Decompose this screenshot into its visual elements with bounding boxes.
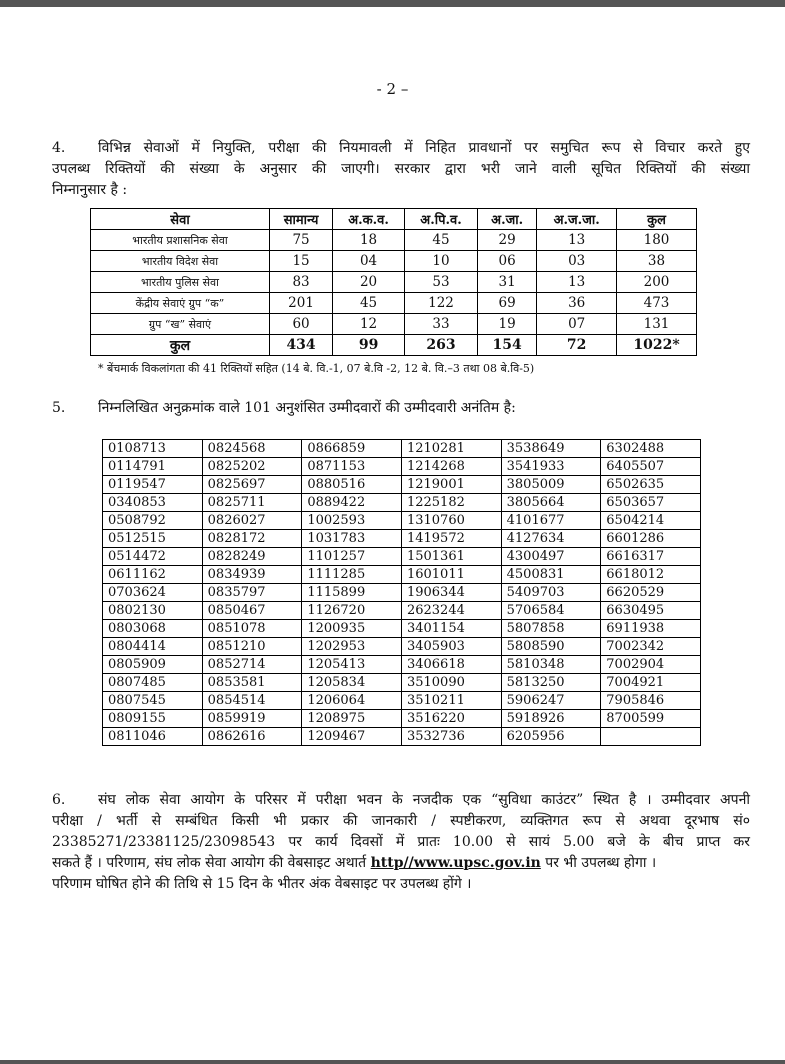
roll-number-cell: 1126720: [302, 602, 402, 620]
roll-number-cell: 0828249: [202, 548, 302, 566]
roll-number-cell: 5918926: [501, 710, 601, 728]
total-count-cell: 434: [270, 335, 333, 356]
roll-number-cell: 5813250: [501, 674, 601, 692]
col-header-service: सेवा: [91, 209, 270, 230]
service-name-cell: केंद्रीय सेवाएं ग्रुप “क”: [91, 293, 270, 314]
vacancy-count-cell: 60: [270, 314, 333, 335]
vacancy-row: [91, 293, 697, 314]
vacancy-count-cell: 75: [270, 230, 333, 251]
roll-row: [103, 674, 701, 692]
roll-number-cell: 0862616: [202, 728, 302, 746]
para5-text: निम्नलिखित अनुक्रमांक वाले 101 अनुशंसित उम्मीदवारों की उम्मीदवारी अनंतिम है:: [98, 400, 516, 416]
roll-number-cell: 3541933: [501, 458, 601, 476]
vacancy-count-cell: 38: [617, 251, 697, 272]
roll-number-cell: 4500831: [501, 566, 601, 584]
roll-number-cell: 7004921: [601, 674, 701, 692]
col-header-total: कुल: [617, 209, 697, 230]
roll-number-cell: 6502635: [601, 476, 701, 494]
paragraph-6: [52, 790, 750, 895]
total-count-cell: 154: [478, 335, 537, 356]
roll-number-cell: 0850467: [202, 602, 302, 620]
roll-number-cell: 6620529: [601, 584, 701, 602]
vacancy-count-cell: 04: [333, 251, 405, 272]
vacancy-count-cell: 45: [333, 293, 405, 314]
roll-row: [103, 566, 701, 584]
roll-row: [103, 512, 701, 530]
roll-number-cell: 5409703: [501, 584, 601, 602]
total-count-cell: 99: [333, 335, 405, 356]
roll-number-cell: 3538649: [501, 440, 601, 458]
roll-number-cell: 1206064: [302, 692, 402, 710]
para6-line5: परिणाम घोषित होने की तिथि से 15 दिन के भीतर अंक वेबसाइट पर उपलब्ध होंगे ।: [52, 876, 472, 892]
vacancy-count-cell: 19: [478, 314, 537, 335]
roll-number-cell: 1202953: [302, 638, 402, 656]
roll-row: [103, 584, 701, 602]
para6-number: 6.: [52, 792, 66, 808]
vacancy-row: [91, 314, 697, 335]
para4-line1: 4. विभिन्न सेवाओं में नियुक्ति, परीक्षा की नियमावली में निहित प्रावधानों पर समुचित रूप से विचार करते हुए: [52, 138, 750, 159]
roll-number-cell: 0802130: [103, 602, 203, 620]
roll-number-cell: 6911938: [601, 620, 701, 638]
vacancy-count-cell: 18: [333, 230, 405, 251]
roll-number-cell: 0853581: [202, 674, 302, 692]
roll-row: [103, 710, 701, 728]
roll-number-cell: 1002593: [302, 512, 402, 530]
vacancy-count-cell: 473: [617, 293, 697, 314]
roll-number-cell: 0805909: [103, 656, 203, 674]
total-label-cell: कुल: [91, 335, 270, 356]
roll-number-cell: 0854514: [202, 692, 302, 710]
roll-number-cell: 6405507: [601, 458, 701, 476]
roll-number-cell: 3805009: [501, 476, 601, 494]
roll-number-cell: 0852714: [202, 656, 302, 674]
roll-number-cell: 3516220: [401, 710, 501, 728]
col-header-st: अ.ज.जा.: [537, 209, 617, 230]
roll-number-cell: 6504214: [601, 512, 701, 530]
vacancy-count-cell: 180: [617, 230, 697, 251]
roll-number-cell: 3805664: [501, 494, 601, 512]
service-name-cell: भारतीय पुलिस सेवा: [91, 272, 270, 293]
roll-number-cell: 0871153: [302, 458, 402, 476]
roll-number-cell: 0851210: [202, 638, 302, 656]
roll-number-cell: 0824568: [202, 440, 302, 458]
vacancy-count-cell: 20: [333, 272, 405, 293]
roll-number-cell: 0825202: [202, 458, 302, 476]
roll-row: [103, 440, 701, 458]
para4-line3: निम्नानुसार है :: [52, 182, 128, 198]
roll-number-cell: 1419572: [401, 530, 501, 548]
vacancy-count-cell: 12: [333, 314, 405, 335]
roll-number-cell: 6630495: [601, 602, 701, 620]
roll-number-cell: 0880516: [302, 476, 402, 494]
roll-number-cell: 0807545: [103, 692, 203, 710]
roll-number-cell: 1209467: [302, 728, 402, 746]
roll-number-cell: 0889422: [302, 494, 402, 512]
roll-number-cell: 3532736: [401, 728, 501, 746]
roll-number-table: [102, 439, 701, 746]
para6-line1: 6. संघ लोक सेवा आयोग के परिसर में परीक्षा भवन के नजदीक एक “सुविधा काउंटर” स्थित है । उम्मीदवार अपनी: [52, 790, 750, 811]
roll-number-cell: 1225182: [401, 494, 501, 512]
service-name-cell: भारतीय विदेश सेवा: [91, 251, 270, 272]
roll-number-cell: 1219001: [401, 476, 501, 494]
roll-row: [103, 458, 701, 476]
para6-line3: 23385271/23381125/23098543 पर कार्य दिवसों में प्रातः 10.00 से सायं 5.00 बजे के बीच प्राप्त कर: [52, 834, 750, 850]
roll-number-cell: 1031783: [302, 530, 402, 548]
roll-number-cell: 0826027: [202, 512, 302, 530]
roll-number-cell: 1111285: [302, 566, 402, 584]
vacancy-count-cell: 29: [478, 230, 537, 251]
roll-row: [103, 656, 701, 674]
roll-row: [103, 728, 701, 746]
top-border: [0, 0, 785, 7]
vacancy-count-cell: 13: [537, 230, 617, 251]
roll-number-cell: 3510211: [401, 692, 501, 710]
vacancy-total-row: [91, 335, 697, 356]
vacancy-row: [91, 272, 697, 293]
paragraph-5: [52, 398, 750, 419]
roll-number-cell: 3406618: [401, 656, 501, 674]
roll-number-cell: 0825711: [202, 494, 302, 512]
service-name-cell: भारतीय प्रशासनिक सेवा: [91, 230, 270, 251]
roll-number-cell: 8700599: [601, 710, 701, 728]
vacancy-count-cell: 06: [478, 251, 537, 272]
vacancy-count-cell: 122: [405, 293, 478, 314]
upsc-website-link[interactable]: http//www.upsc.gov.in: [370, 855, 541, 871]
roll-number-cell: 6503657: [601, 494, 701, 512]
roll-number-cell: [601, 728, 701, 746]
vacancy-count-cell: 53: [405, 272, 478, 293]
col-header-general: सामान्य: [270, 209, 333, 230]
para4-line2: उपलब्ध रिक्तियों की संख्या के अनुसार की जाएगी। सरकार द्वारा भरी जाने वाली सूचित रिक्तियों की संख्या: [52, 161, 750, 177]
roll-number-cell: 6601286: [601, 530, 701, 548]
roll-number-cell: 0108713: [103, 440, 203, 458]
roll-number-cell: 1205413: [302, 656, 402, 674]
roll-number-cell: 0859919: [202, 710, 302, 728]
roll-number-cell: 3510090: [401, 674, 501, 692]
vacancy-row: [91, 230, 697, 251]
roll-row: [103, 692, 701, 710]
bottom-border: [0, 1060, 785, 1064]
vacancy-footnote: * बेंचमार्क विकलांगता की 41 रिक्तियों सहित (14 बे. वि.-1, 07 बे.वि -2, 12 बे. वि.–3 तथा 08 बे.वि-5): [98, 362, 535, 375]
roll-number-cell: 5706584: [501, 602, 601, 620]
roll-number-cell: 6618012: [601, 566, 701, 584]
service-name-cell: ग्रुप “ख” सेवाएं: [91, 314, 270, 335]
vacancy-row: [91, 251, 697, 272]
roll-row: [103, 638, 701, 656]
col-header-ews: अ.क.व.: [333, 209, 405, 230]
roll-number-cell: 4300497: [501, 548, 601, 566]
roll-row: [103, 548, 701, 566]
vacancy-count-cell: 15: [270, 251, 333, 272]
roll-number-cell: 0809155: [103, 710, 203, 728]
total-count-cell: 263: [405, 335, 478, 356]
roll-number-cell: 4101677: [501, 512, 601, 530]
roll-number-cell: 6205956: [501, 728, 601, 746]
vacancy-header-row: [91, 209, 697, 230]
roll-number-cell: 6616317: [601, 548, 701, 566]
vacancy-table: [90, 208, 697, 356]
para6-line2: परीक्षा / भर्ती से सम्बंधित किसी भी प्रकार की जानकारी / स्पष्टीकरण, व्यक्तिगत रूप से अथवा दूरभाष सं०: [52, 813, 750, 829]
roll-number-cell: 0851078: [202, 620, 302, 638]
roll-number-cell: 3401154: [401, 620, 501, 638]
roll-number-cell: 1115899: [302, 584, 402, 602]
roll-number-cell: 3405903: [401, 638, 501, 656]
roll-number-cell: 7905846: [601, 692, 701, 710]
roll-number-cell: 0114791: [103, 458, 203, 476]
vacancy-count-cell: 03: [537, 251, 617, 272]
roll-number-cell: 7002342: [601, 638, 701, 656]
vacancy-count-cell: 45: [405, 230, 478, 251]
roll-number-cell: 4127634: [501, 530, 601, 548]
roll-number-cell: 2623244: [401, 602, 501, 620]
vacancy-count-cell: 31: [478, 272, 537, 293]
col-header-obc: अ.पि.व.: [405, 209, 478, 230]
vacancy-count-cell: 07: [537, 314, 617, 335]
roll-number-cell: 1906344: [401, 584, 501, 602]
vacancy-count-cell: 69: [478, 293, 537, 314]
roll-number-cell: 1208975: [302, 710, 402, 728]
roll-number-cell: 0866859: [302, 440, 402, 458]
roll-number-cell: 0825697: [202, 476, 302, 494]
vacancy-count-cell: 201: [270, 293, 333, 314]
roll-number-cell: 0811046: [103, 728, 203, 746]
roll-number-cell: 1214268: [401, 458, 501, 476]
roll-number-cell: 5807858: [501, 620, 601, 638]
roll-number-cell: 1310760: [401, 512, 501, 530]
roll-row: [103, 530, 701, 548]
paragraph-4: [52, 138, 750, 201]
para4-number: 4.: [52, 140, 66, 156]
roll-number-cell: 1210281: [401, 440, 501, 458]
roll-number-cell: 1601011: [401, 566, 501, 584]
roll-number-cell: 6302488: [601, 440, 701, 458]
col-header-sc: अ.जा.: [478, 209, 537, 230]
roll-number-cell: 0835797: [202, 584, 302, 602]
roll-number-cell: 0512515: [103, 530, 203, 548]
roll-number-cell: 1101257: [302, 548, 402, 566]
roll-number-cell: 0340853: [103, 494, 203, 512]
vacancy-count-cell: 33: [405, 314, 478, 335]
roll-number-cell: 0804414: [103, 638, 203, 656]
roll-row: [103, 494, 701, 512]
vacancy-count-cell: 13: [537, 272, 617, 293]
roll-number-cell: 7002904: [601, 656, 701, 674]
roll-number-cell: 0508792: [103, 512, 203, 530]
roll-number-cell: 0514472: [103, 548, 203, 566]
roll-number-cell: 0119547: [103, 476, 203, 494]
roll-number-cell: 0834939: [202, 566, 302, 584]
roll-row: [103, 602, 701, 620]
vacancy-count-cell: 36: [537, 293, 617, 314]
page-number: - 2 –: [376, 80, 409, 98]
roll-number-cell: 5808590: [501, 638, 601, 656]
roll-number-cell: 0611162: [103, 566, 203, 584]
roll-number-cell: 5906247: [501, 692, 601, 710]
roll-number-cell: 1205834: [302, 674, 402, 692]
roll-row: [103, 620, 701, 638]
para5-number: 5.: [52, 400, 66, 416]
para6-line4: सकते हैं । परिणाम, संघ लोक सेवा आयोग की वेबसाइट अथार्त http//www.upsc.gov.in पर भी उपलब्ध होगा ।: [52, 855, 657, 871]
vacancy-count-cell: 200: [617, 272, 697, 293]
vacancy-count-cell: 83: [270, 272, 333, 293]
roll-number-cell: 0803068: [103, 620, 203, 638]
total-count-cell: 72: [537, 335, 617, 356]
roll-number-cell: 1501361: [401, 548, 501, 566]
roll-number-cell: 0828172: [202, 530, 302, 548]
roll-number-cell: 5810348: [501, 656, 601, 674]
roll-row: [103, 476, 701, 494]
roll-number-cell: 1200935: [302, 620, 402, 638]
vacancy-count-cell: 131: [617, 314, 697, 335]
roll-number-cell: 0807485: [103, 674, 203, 692]
roll-number-cell: 0703624: [103, 584, 203, 602]
total-count-cell: 1022*: [617, 335, 697, 356]
vacancy-count-cell: 10: [405, 251, 478, 272]
